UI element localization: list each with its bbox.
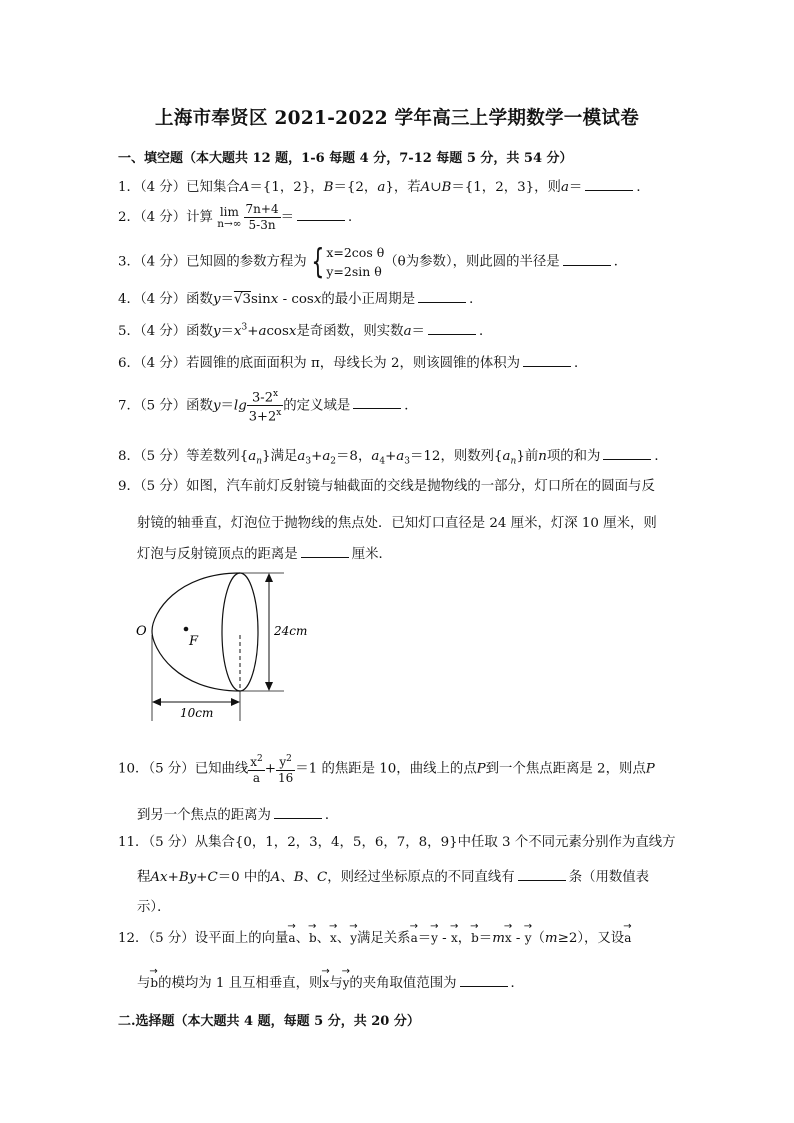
equation-system: { x=2cos θ y=2sin θ [311,242,385,282]
answer-blank[interactable] [301,546,349,558]
answer-blank[interactable] [585,179,633,191]
question-1: 1．（4 分）已知集合A＝{1，2}，B＝{2，a}，若A∪B＝{1，2，3}，则a＝ ． [118,180,650,195]
question-5: 5．（4 分）函数$y=x^3+acosx$是奇函数，则实数a＝ ． [118,322,493,339]
question-10-line-2: 到另一个焦点的距离为 ． [137,808,339,823]
answer-blank[interactable] [297,209,345,221]
question-9: 9．（5 分）如图，汽车前灯反射镜与轴截面的交线是抛物线的一部分，灯口所在的圆面与反 [118,479,655,494]
question-11-line-2: 程Ax+By+C＝0 中的A、B、C，则经过坐标原点的不同直线有 条（用数值表 [137,870,650,885]
question-8: 8．（5 分）等差数列$\{a_n\}$满足$a_3+a_2=8$，$a_4+a_3=12$，则数列$\{a_n\}$前n项的和为 ． [118,449,668,467]
fraction: $\frac{3-2^x}{3+2^x}$ [248,389,282,425]
question-6: 6．（4 分）若圆锥的底面面积为 π，母线长为 2，则该圆锥的体积为 ． [118,356,588,371]
question-7: 7．（5 分）函数y＝lg $\frac{3-2^x}{3+2^x}$ 的定义域是 ． [118,389,418,425]
answer-blank[interactable] [418,291,466,303]
question-10: 10．（5 分）已知曲线 $\frac{x^2}{a}$ + $\frac{y^2}{16}$ ＝1 的焦距是 10，曲线上的点P到一个焦点距离是 2，则点P [118,754,655,785]
focus-point [184,627,189,632]
limit-operator: lim n→∞ [217,205,242,230]
diameter-label: 24cm [274,624,308,638]
answer-blank[interactable] [563,254,611,266]
section-heading-multiple-choice: 二.选择题（本大题共 4 题，每题 5 分，共 20 分） [118,1014,420,1029]
headlight-parabola-figure [132,563,352,728]
fraction: $\frac{7n+4}{5-3n}$ [245,202,279,232]
question-4: 4．（4 分）函数y＝√3sinx - cosx的最小正周期是 ． [118,292,483,307]
section-heading-fill-in: 一、填空题（本大题共 12 题，1-6 每题 4 分，7-12 每题 5 分，共 54 分） [118,151,573,166]
answer-blank[interactable] [518,869,566,881]
vertex-label: O [136,624,147,639]
depth-label: 10cm [180,706,214,720]
answer-blank[interactable] [603,448,651,460]
answer-blank[interactable] [428,323,476,335]
question-9-line-3: 灯泡与反射镜顶点的距离是 厘米． [137,547,392,562]
question-9-line-2: 射镜的轴垂直，灯泡位于抛物线的焦点处．已知灯口直径是 24 厘米，灯深 10 厘米，则 [137,516,657,531]
focus-label: F [189,634,199,649]
fraction: $\frac{y^2}{16}$ [278,754,294,785]
answer-blank[interactable] [460,975,508,987]
fraction: $\frac{x^2}{a}$ [250,754,263,785]
page-title: 上海市奉贤区 2021-2022 学年高三上学期数学一模试卷 [154,108,640,129]
question-11-line-3: 示）． [137,900,171,915]
question-12-line-2: 与→ b的模均为 1 且互相垂直，则→ x与→ y的夹角取值范围为 ． [137,972,524,991]
answer-blank[interactable] [353,397,401,409]
question-12: 12．（5 分）设平面上的向量→ a、→ b、→ x、→ y满足关系→ a＝→ y - → x，→ b＝m→ x - → y（m≥2），又设→ a [118,932,631,945]
question-2: 2．（4 分）计算 lim n→∞ $\frac{7n+4}{5-3n}$ ＝ ． [118,202,362,232]
answer-blank[interactable] [523,355,571,367]
question-11: 11．（5 分）从集合{0，1，2，3，4，5，6，7，8，9}中任取 3 个不同元素分别作为直线方 [118,835,676,850]
answer-blank[interactable] [274,807,322,819]
question-3: 3．（4 分）已知圆的参数方程为 { x=2cos θ y=2sin θ （θ为参数），则此圆的半径是 ． [118,242,628,282]
